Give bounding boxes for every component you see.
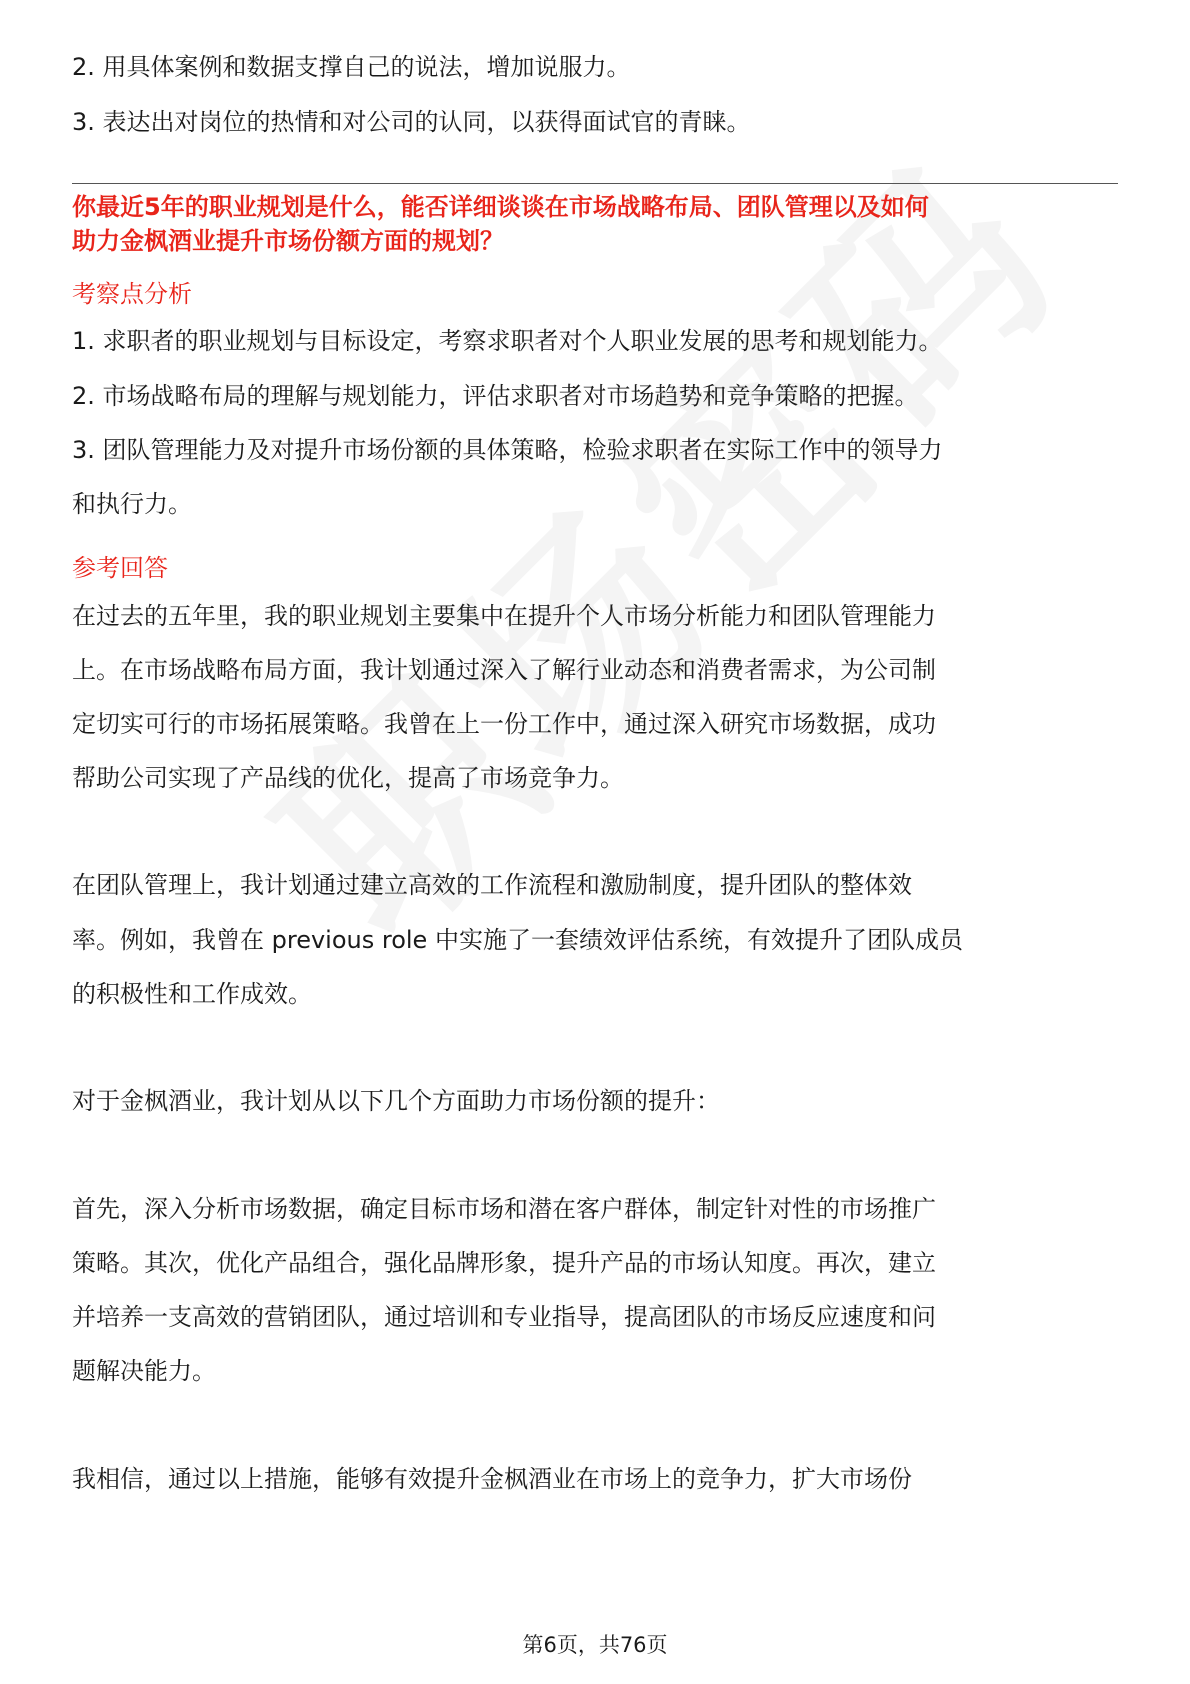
question-title: 助力金枫酒业提升市场份额方面的规划？ [72, 227, 504, 255]
question-title: 你最近5年的职业规划是什么，能否详细谈谈在市场战略布局、团队管理以及如何 [72, 193, 929, 221]
answer-line: 帮助公司实现了产品线的优化，提高了市场竞争力。 [72, 764, 624, 792]
answer-line: 首先，深入分析市场数据，确定目标市场和潜在客户群体，制定针对性的市场推广 [72, 1195, 936, 1223]
analysis-line: 和执行力。 [72, 490, 192, 518]
page-number: 第6页，共76页 [522, 1633, 668, 1657]
analysis-heading: 考察点分析 [72, 280, 192, 308]
analysis-line: 1. 求职者的职业规划与目标设定，考察求职者对个人职业发展的思考和规划能力。 [72, 327, 943, 355]
answer-line: 策略。其次，优化产品组合，强化品牌形象，提升产品的市场认知度。再次，建立 [72, 1249, 936, 1277]
answer-heading: 参考回答 [72, 554, 168, 582]
answer-line: 定切实可行的市场拓展策略。我曾在上一份工作中，通过深入研究市场数据，成功 [72, 710, 936, 738]
answer-line: 题解决能力。 [72, 1357, 216, 1385]
analysis-line: 3. 团队管理能力及对提升市场份额的具体策略，检验求职者在实际工作中的领导力 [72, 436, 943, 464]
answer-line: 并培养一支高效的营销团队，通过培训和专业指导，提高团队的市场反应速度和问 [72, 1303, 936, 1331]
section-divider [72, 183, 1118, 184]
intro-point: 3. 表达出对岗位的热情和对公司的认同，以获得面试官的青睐。 [72, 108, 751, 136]
answer-line: 在团队管理上，我计划通过建立高效的工作流程和激励制度，提升团队的整体效 [72, 871, 912, 899]
analysis-line: 2. 市场战略布局的理解与规划能力，评估求职者对市场趋势和竞争策略的把握。 [72, 382, 919, 410]
answer-line: 对于金枫酒业，我计划从以下几个方面助力市场份额的提升： [72, 1087, 720, 1115]
intro-point: 2. 用具体案例和数据支撑自己的说法，增加说服力。 [72, 53, 631, 81]
answer-line: 我相信，通过以上措施，能够有效提升金枫酒业在市场上的竞争力，扩大市场份 [72, 1465, 912, 1493]
answer-line: 率。例如，我曾在 previous role 中实施了一套绩效评估系统，有效提升了团队成员 [72, 926, 963, 954]
answer-line: 的积极性和工作成效。 [72, 980, 312, 1008]
answer-line: 在过去的五年里，我的职业规划主要集中在提升个人市场分析能力和团队管理能力 [72, 602, 936, 630]
answer-line: 上。在市场战略布局方面，我计划通过深入了解行业动态和消费者需求，为公司制 [72, 656, 936, 684]
